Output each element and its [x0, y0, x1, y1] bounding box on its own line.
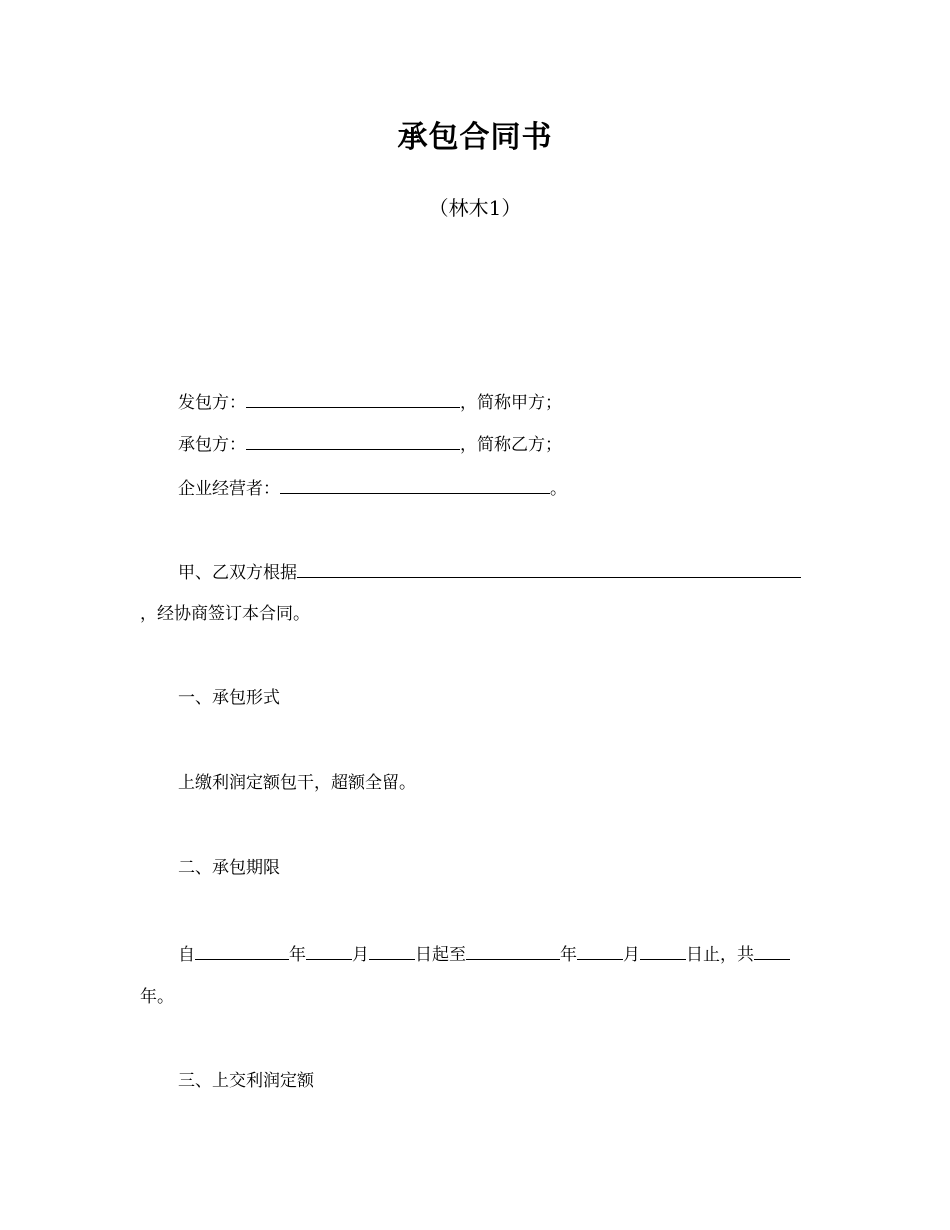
document-subtitle: （林木1） [428, 196, 522, 220]
section3-heading: 三、上交利润定额 [178, 1071, 314, 1091]
operator-blank[interactable] [280, 475, 550, 494]
term-year-end: 年。 [140, 987, 174, 1007]
total-years-blank[interactable] [754, 941, 790, 960]
party-b-suffix: ，简称乙方； [460, 435, 562, 455]
term-from: 自 [178, 945, 195, 965]
operator-suffix: 。 [550, 479, 567, 499]
party-b-blank[interactable] [246, 431, 460, 450]
end-year-blank[interactable] [466, 941, 560, 960]
document-title: 承包合同书 [397, 120, 553, 155]
section1-heading: 一、承包形式 [178, 688, 280, 708]
term-month-label: 月 [352, 945, 369, 965]
start-day-blank[interactable] [369, 941, 415, 960]
party-b-label: 承包方： [178, 435, 246, 455]
party-a-line [178, 389, 562, 415]
basis-line [178, 559, 801, 585]
party-a-label: 发包方： [178, 393, 246, 413]
section2-heading: 二、承包期限 [178, 858, 280, 878]
basis-blank[interactable] [297, 559, 801, 578]
section1-body: 上缴利润定额包干，超额全留。 [178, 773, 416, 793]
term-year-label: 年 [289, 945, 306, 965]
term-month-label-2: 月 [623, 945, 640, 965]
term-line [178, 941, 790, 967]
party-b-line [178, 431, 562, 457]
term-day-start-label: 日起至 [415, 945, 466, 965]
start-month-blank[interactable] [306, 941, 352, 960]
end-month-blank[interactable] [577, 941, 623, 960]
party-a-suffix: ，简称甲方； [460, 393, 562, 413]
basis-continuation: ，经协商签订本合同。 [140, 604, 310, 624]
start-year-blank[interactable] [195, 941, 289, 960]
end-day-blank[interactable] [640, 941, 686, 960]
operator-label: 企业经营者： [178, 479, 280, 499]
operator-line [178, 475, 567, 501]
term-year-label-2: 年 [560, 945, 577, 965]
term-day-end-label: 日止，共 [686, 945, 754, 965]
basis-prefix: 甲、乙双方根据 [178, 563, 297, 583]
party-a-blank[interactable] [246, 389, 460, 408]
